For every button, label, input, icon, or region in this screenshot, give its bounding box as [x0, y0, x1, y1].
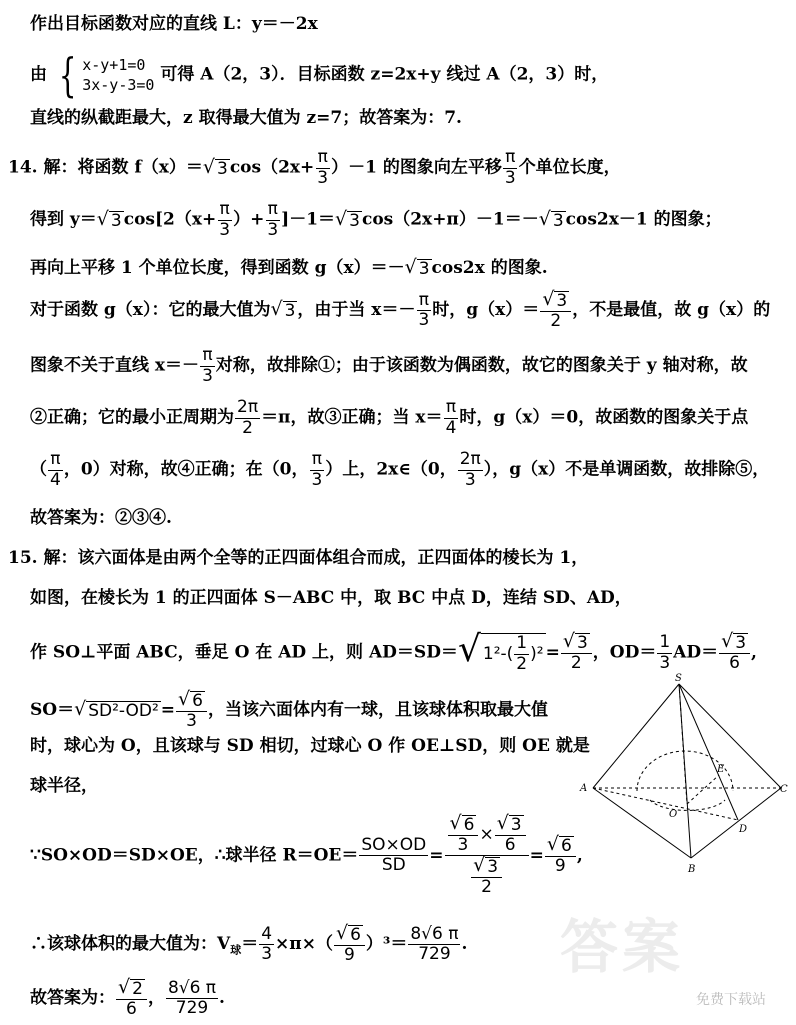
p15-line6: 球半径，: [30, 776, 98, 796]
sqrt3: √ 3: [404, 256, 430, 279]
p14-line2: 得到 y＝ √ 3 cos[2（x+ $\frac{\pi}{3}$ ）+ $\frac{\pi}{3}$ ]－1＝ √ 3 cos（2x+π）－1＝－ √ 3 cos2x－1 的图象；: [30, 199, 722, 240]
p15-line1: 15. 解：该六面体是由两个全等的正四面体组合而成，正四面体的棱长为 1，: [8, 548, 589, 568]
fraction-pi-3: $\frac{\pi}{3}$: [504, 147, 516, 188]
fraction-8sqrt6pi-729: $\frac{8√6 \pi}{729}$: [167, 977, 217, 1019]
fraction-pi-3: $\frac{\pi}{3}$: [311, 449, 323, 490]
fraction-pi-3: $\frac{\pi}{3}$: [317, 147, 329, 188]
sqrt3: √ 3: [96, 207, 122, 231]
label-O: O: [669, 809, 678, 820]
watermark-text: 免费下载站: [696, 992, 766, 1008]
label-S: S: [675, 673, 682, 684]
label-B: B: [688, 864, 696, 875]
edge-SC: [679, 684, 781, 788]
tetrahedron-figure: [575, 672, 790, 882]
watermark-logo: 答案: [560, 913, 685, 981]
fraction-sqrt3-2: √ 3 2: [540, 290, 571, 331]
fraction-pi-3: $\frac{\pi}{3}$: [418, 289, 430, 331]
sqrt-expression: √ 1²-( $\frac{1}{2}$ )²: [457, 629, 544, 674]
fraction-8sqrt6pi-729: $\frac{8√6 \pi}{729}$: [410, 923, 459, 965]
p14-line4: 对于函数 g（x）：它的最大值为 √ 3 ，由于当 x＝－ $\frac{\pi}{3}$ 时，g（x）＝ √ 3 2 ，不是最值，故 g（x）的: [30, 288, 771, 331]
fraction-sqrt2-6: √ 2 6: [116, 978, 147, 1019]
equation-system: { x-y+1=0 3x-y-3=0: [58, 48, 155, 102]
p15-line7: ∵SO×OD＝SD×OE，∴球半径 R＝OE＝ $\frac{SO\times OD}{SD}$ = √ 6 3 × √ 3 6 √ 3 2 = √ 6 9 ,: [30, 812, 583, 898]
p14-line8: 故答案为：②③④.: [30, 508, 172, 528]
p15-line4: SO＝ √ SD²-OD² = √ 6 3 ，当该六面体内有一球，且该球体积取最大值: [30, 688, 548, 731]
fraction-sqrt3-6: √ 3 6: [719, 632, 750, 673]
p14-line6: ②正确；它的最小正周期为 $\frac{2\pi}{2}$ ＝π，故③正确；当 x＝ $\frac{\pi}{4}$ 时，g（x）＝0，故函数的图象关于点: [30, 397, 749, 438]
p14-line7: （ $\frac{\pi}{4}$ ，0）对称，故④正确；在（0， $\frac{\pi}{3}$ ）上，2x∈（0， $\frac{2\pi}{3}$ ），g（x）不是单调函数，故排除⑤，: [30, 449, 770, 490]
fraction-4-3: $\frac{4}{3}$: [261, 923, 273, 965]
fraction-sqrt6-9: √ 6 9: [545, 835, 576, 876]
fraction-pi-3: $\frac{\pi}{3}$: [219, 199, 231, 240]
fraction-pi-3: $\frac{\pi}{3}$: [202, 345, 213, 386]
p13-line1: 作出目标函数对应的直线 L：y＝－2x: [30, 14, 318, 34]
fraction-pi-4: $\frac{\pi}{4}$: [50, 449, 61, 490]
p14-line1: 14. 解：将函数 f（x）＝ √ 3 cos（2x+ $\frac{\pi}{3}$ ）－1 的图象向左平移 $\frac{\pi}{3}$ 个单位长度，: [8, 147, 621, 188]
p15-line2: 如图，在棱长为 1 的正四面体 S－ABC 中，取 BC 中点 D，连结 SD、AD，: [30, 588, 632, 608]
fraction-pi-3: $\frac{\pi}{3}$: [267, 199, 279, 240]
fraction-sqrt6-9: √ 6 9: [334, 924, 365, 965]
p13-line2: 由 { x-y+1=0 3x-y-3=0 可得 A（2，3）．目标函数 z=2x+y 线过 A（2，3）时，: [30, 48, 609, 102]
sqrt3: √ 3: [538, 207, 564, 231]
sqrt3: √ 3: [270, 298, 296, 322]
edge-CB: [691, 788, 781, 858]
p14-line3: 再向上平移 1 个单位长度，得到函数 g（x）＝－ √ 3 cos2x 的图象.: [30, 256, 548, 279]
fraction-soxod-sd: $\frac{SO\times OD}{SD}$: [361, 834, 427, 876]
fraction-1-3: $\frac{1}{3}$: [659, 632, 671, 673]
edge-SD: [679, 684, 738, 820]
sqrt3: √ 3: [202, 155, 228, 179]
p15-line9: 故答案为： √ 2 6 ， $\frac{8√6 \pi}{729}$ .: [30, 976, 225, 1019]
fraction-sqrt3-2: √ 3 2: [561, 632, 592, 673]
segment-SO: [679, 684, 687, 804]
p15-line3: 作 SO⊥平面 ABC，垂足 O 在 AD 上，则 AD＝SD＝ √ 1²-( $\frac{1}{2}$ )² = √ 3 2 ，OD＝ $\frac{1}{3}$ AD＝ √ 3 6 ,: [30, 629, 757, 674]
fraction-2pi-2: $\frac{2\pi}{2}$: [237, 397, 259, 438]
sqrt-sd-od: √ SD²-OD²: [74, 698, 159, 722]
label-E: E: [717, 764, 725, 775]
label-A: A: [580, 783, 588, 794]
p14-line5: 图象不关于直线 x＝－ $\frac{\pi}{3}$ 对称，故排除①；由于该函数为偶函数，故它的图象关于 y 轴对称，故: [30, 345, 748, 386]
p15-line8: ∴该球体积的最大值为：$V_球=$ $\frac{4}{3}$ ×π×（ √ 6 9 ）³＝ $\frac{8√6 \pi}{729}$ .: [30, 922, 468, 965]
fraction-sqrt6-3: √ 6 3: [176, 690, 207, 731]
fraction-2pi-3: $\frac{2\pi}{3}$: [459, 449, 481, 490]
complex-fraction: √ 6 3 × √ 3 6 √ 3 2: [445, 814, 529, 898]
p13-line3: 直线的纵截距最大，z 取得最大值为 z=7；故答案为：7.: [30, 108, 462, 128]
label-D: D: [739, 824, 748, 835]
label-C: C: [780, 784, 788, 795]
p15-line5: 时，球心为 O，且该球与 SD 相切，过球心 O 作 OE⊥SD，则 OE 就是: [30, 736, 590, 756]
segment-OE: [687, 775, 719, 804]
edge-SA: [593, 684, 679, 788]
sqrt3: √ 3: [335, 207, 360, 231]
fraction-pi-4: $\frac{\pi}{4}$: [445, 397, 457, 438]
